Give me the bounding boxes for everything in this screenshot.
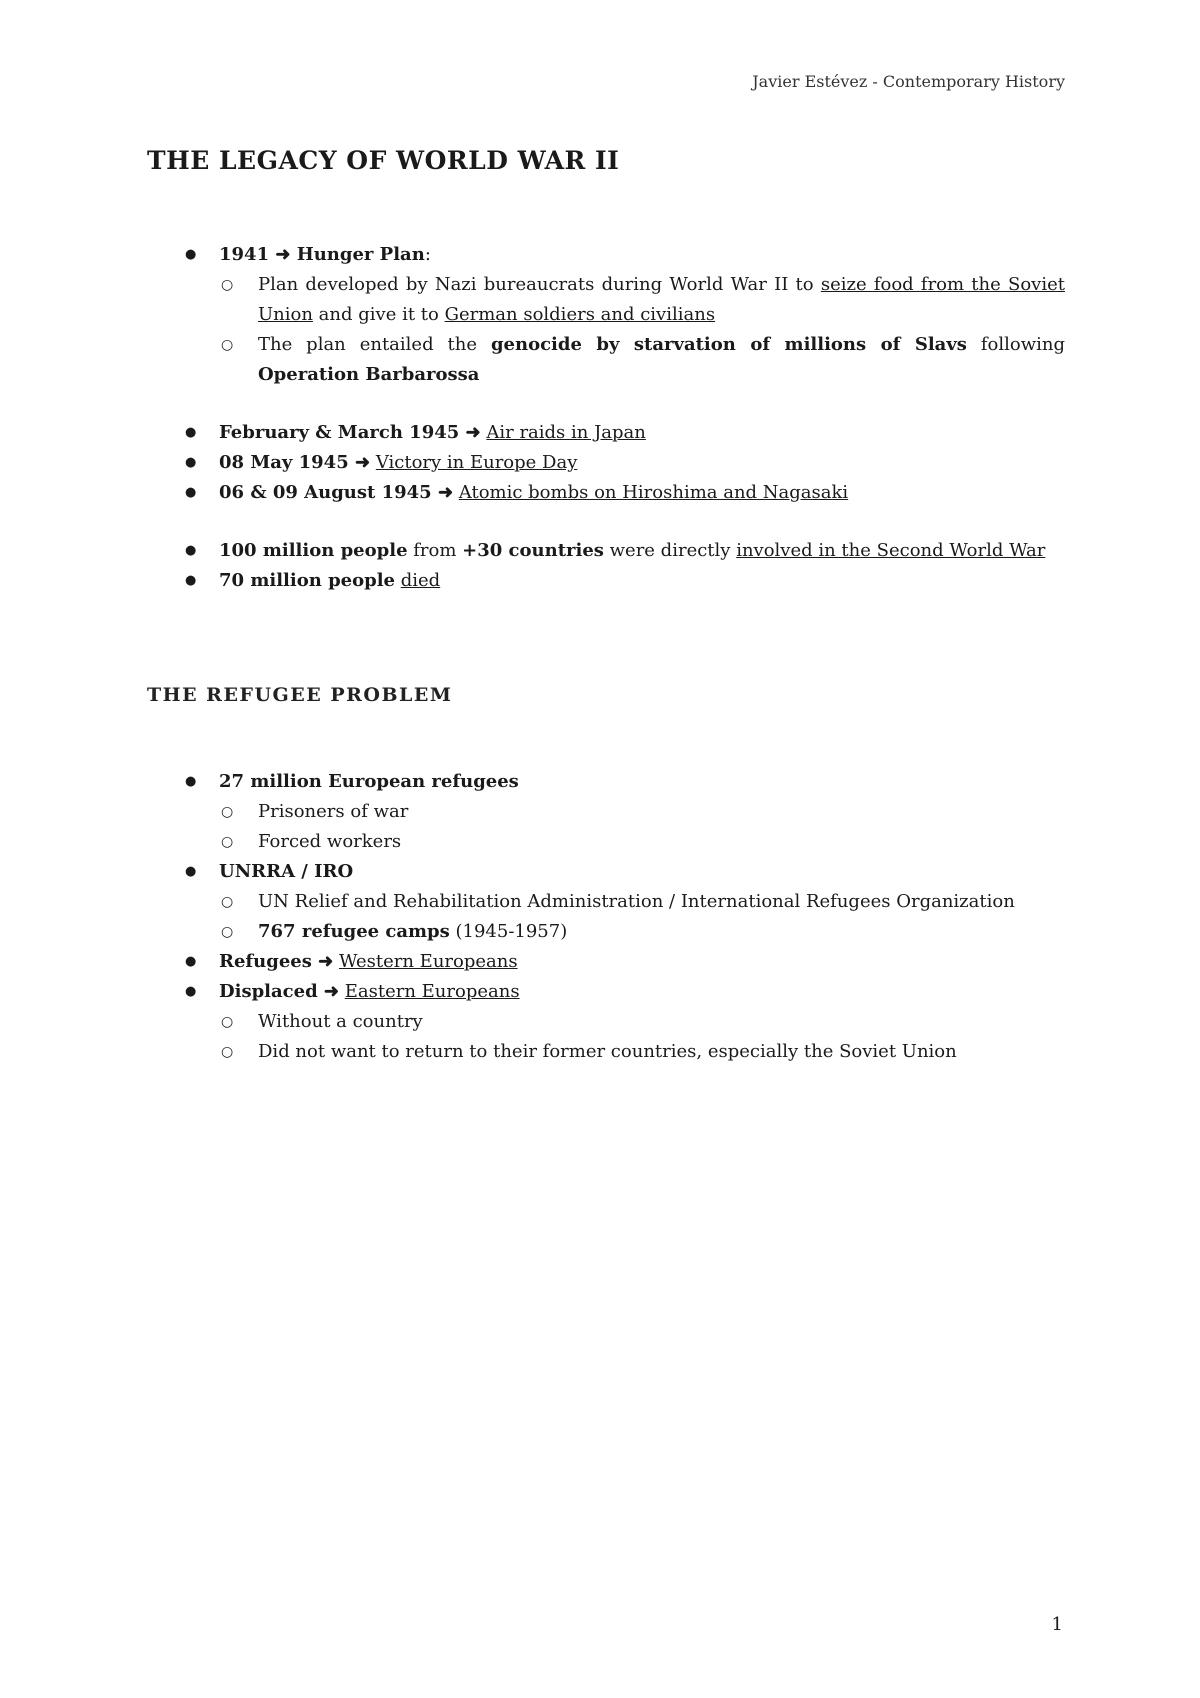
text: following (966, 334, 1065, 355)
page-number: 1 (1051, 1614, 1063, 1635)
text: (1945-1957) (449, 921, 568, 942)
event-label: 06 & 09 August 1945 ➜ (219, 482, 454, 503)
underlined-text: Eastern Europeans (344, 981, 520, 1002)
event-label: 08 May 1945 ➜ (219, 452, 371, 473)
underlined-text: German soldiers and civilians (444, 304, 716, 325)
list-subitem: ○ Did not want to return to their former countries, especially the Soviet Union (221, 1037, 1065, 1067)
event-label: February & March 1945 ➜ (219, 422, 481, 443)
section-title: THE REFUGEE PROBLEM (147, 684, 453, 706)
list-subitem-camps (221, 917, 1065, 947)
bold-text: 100 million people (219, 540, 408, 561)
bold-text: 27 million European refugees (219, 771, 519, 792)
bold-text: genocide by starvation of millions of Slavs (490, 334, 967, 355)
underlined-text: involved in the Second World War (736, 540, 1046, 561)
hunger-plan-colon: : (424, 244, 431, 265)
event-text: Air raids in Japan (486, 422, 646, 443)
page-header: Javier Estévez - Contemporary History (752, 72, 1065, 91)
list-item-stat-died (185, 566, 1065, 596)
list-item-stat-involved (185, 536, 1065, 566)
bold-text: 767 refugee camps (258, 921, 450, 942)
underlined-text: seize food from the Soviet Union (258, 274, 1065, 325)
list-subitem: ○ Prisoners of war (221, 797, 1065, 827)
list-item-event (185, 448, 1065, 478)
page-title: THE LEGACY OF WORLD WAR II (147, 146, 620, 175)
text: Plan developed by Nazi bureaucrats during World War II to (258, 274, 821, 295)
bold-text: 70 million people (219, 570, 395, 591)
bold-text: +30 countries (462, 540, 604, 561)
list-subitem: ○ Without a country (221, 1007, 1065, 1037)
list-item-unrra (185, 857, 1065, 887)
list-subitem-hunger-description (221, 270, 1065, 330)
list-subitem: ○ UN Relief and Rehabilitation Administration / International Refugees Organization (221, 887, 1065, 917)
list-item-event (185, 478, 1065, 508)
list-subitem: ○ Forced workers (221, 827, 1065, 857)
text: and give it to (312, 304, 445, 325)
list-item-refugees-count (185, 767, 1065, 797)
list-item-event (185, 418, 1065, 448)
list-item-hunger-plan (185, 240, 1065, 270)
list-subitem-hunger-genocide (221, 330, 1065, 390)
list-item-refugees-western (185, 947, 1065, 977)
hunger-plan-label: 1941 ➜ Hunger Plan (219, 244, 425, 265)
list-item-displaced-eastern (185, 977, 1065, 1007)
underlined-text: Western Europeans (338, 951, 518, 972)
underlined-text: died (400, 570, 441, 591)
text: from (407, 540, 463, 561)
bold-text: Operation Barbarossa (258, 364, 480, 385)
bold-text: Refugees ➜ (219, 951, 334, 972)
event-text: Victory in Europe Day (375, 452, 578, 473)
text: The plan entailed the (258, 334, 491, 355)
bold-text: UNRRA / IRO (219, 861, 354, 882)
event-text: Atomic bombs on Hiroshima and Nagasaki (458, 482, 849, 503)
refugee-list (185, 767, 1065, 1067)
legacy-list (185, 240, 1065, 596)
text: were directly (603, 540, 737, 561)
bold-text: Displaced ➜ (219, 981, 340, 1002)
